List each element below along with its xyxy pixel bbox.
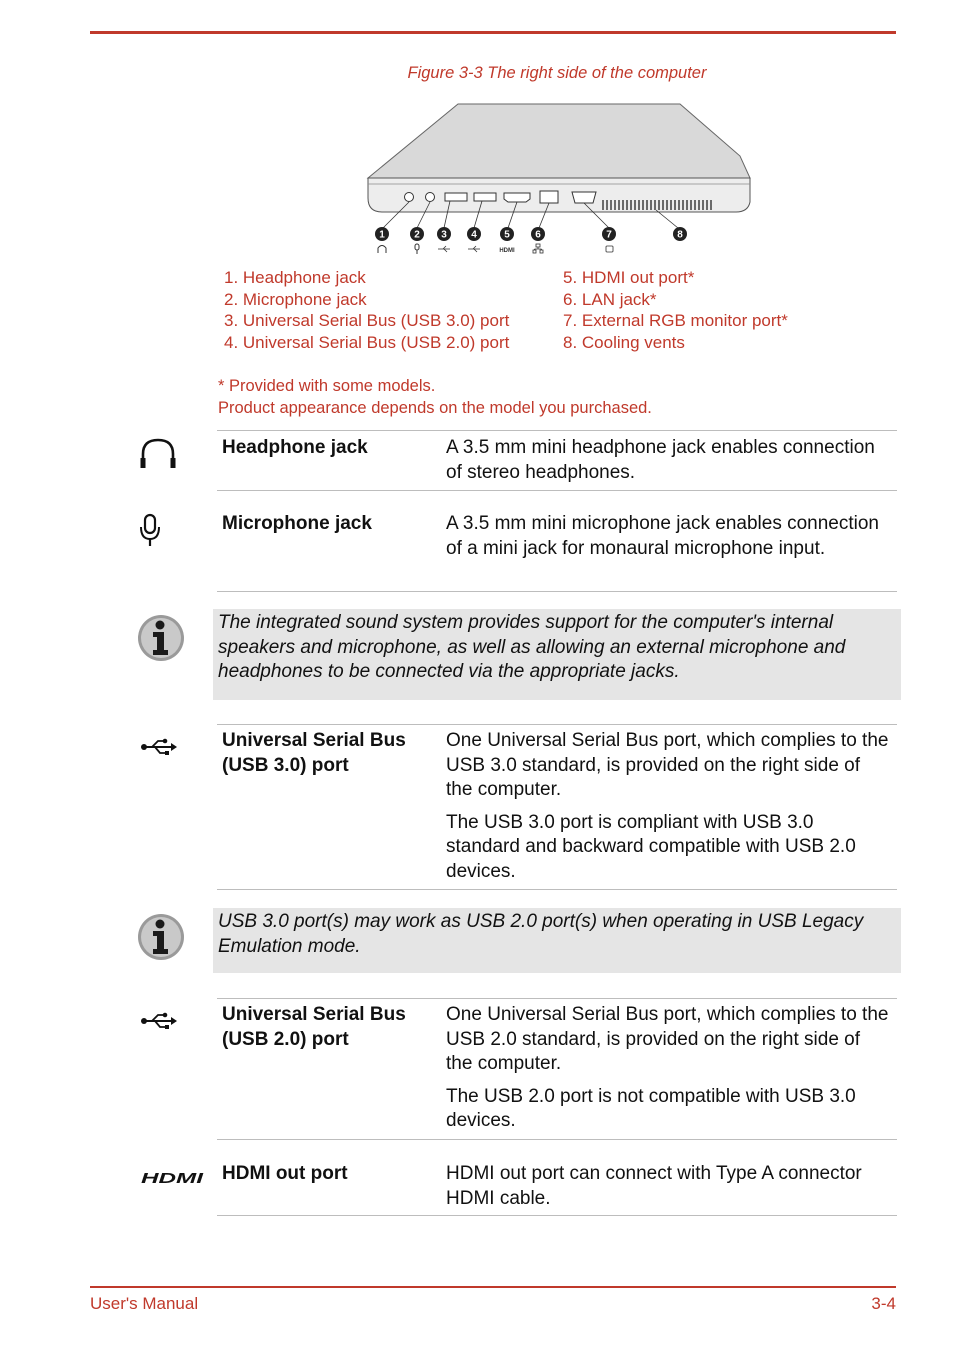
hdmi-icon: HDMI (499, 248, 515, 254)
svg-text:2: 2 (414, 229, 420, 241)
footer-manual-title: User's Manual (90, 1294, 199, 1313)
note-usb-legacy (213, 908, 901, 973)
usb-icon (468, 246, 480, 252)
usb-icon (140, 737, 178, 757)
footer-page-number: 3-4 (871, 1294, 896, 1313)
callout-1 (375, 227, 389, 241)
monitor-icon (606, 246, 613, 252)
desc-text: The USB 3.0 port is compliant with USB 3.0 standard and backward compatible with USB 2.0 devices. (446, 811, 856, 882)
term-hdmi-out-port: HDMI out port (222, 1163, 348, 1184)
desc-text: The USB 2.0 port is not compatible with USB 3.0 devices. (446, 1085, 856, 1131)
footer-rule (90, 1286, 896, 1288)
footnote-line: Product appearance depends on the model you purchased. (218, 398, 652, 417)
callout-6 (531, 227, 545, 241)
lan-icon (533, 244, 543, 253)
row-divider (217, 490, 897, 491)
svg-text:3: 3 (441, 229, 447, 241)
svg-text:5: 5 (504, 229, 510, 241)
legend-left (224, 267, 509, 354)
desc-microphone-jack (446, 512, 891, 569)
term-usb2-port (222, 1003, 406, 1052)
row-divider (217, 724, 897, 725)
footnote-line: * Provided with some models. (218, 377, 436, 395)
term-microphone-jack: Microphone jack (222, 513, 372, 534)
term-line: (USB 2.0) port (222, 1028, 349, 1050)
desc-usb3-port (446, 729, 891, 892)
legend-item: 7. External RGB monitor port* (563, 311, 788, 331)
row-divider (217, 998, 897, 999)
svg-text:4: 4 (471, 229, 477, 241)
figure-caption: Figure 3-3 The right side of the computer (407, 64, 707, 82)
headphone-icon (138, 436, 178, 472)
row-divider (217, 1139, 897, 1140)
desc-text: A 3.5 mm mini microphone jack enables connection of a mini jack for monaural microphone input. (446, 513, 880, 559)
row-divider (217, 591, 897, 592)
legend-item: 4. Universal Serial Bus (USB 2.0) port (224, 333, 510, 353)
svg-text:8: 8 (677, 229, 683, 241)
info-icon (136, 613, 186, 663)
headphone-icon (378, 246, 386, 254)
term-line: Universal Serial Bus (222, 1004, 406, 1025)
legend-right (563, 267, 788, 354)
laptop-right-side-illustration (360, 98, 760, 258)
svg-text:6: 6 (535, 229, 541, 241)
figure-footnote (218, 376, 652, 419)
header-rule (90, 31, 896, 34)
desc-hdmi-out-port (446, 1162, 891, 1219)
legend-item: 8. Cooling vents (563, 333, 685, 353)
term-line: Universal Serial Bus (222, 730, 406, 751)
svg-text:HDMI: HDMI (141, 1170, 204, 1187)
hdmi-icon (140, 1169, 204, 1187)
legend-item: 2. Microphone jack (224, 289, 367, 309)
desc-text: HDMI out port can connect with Type A connector HDMI cable. (446, 1163, 862, 1209)
note-text: USB 3.0 port(s) may work as USB 2.0 port(s) when operating in USB Legacy Emulation mode. (218, 911, 864, 957)
callout-4 (467, 227, 481, 241)
usb-icon (140, 1011, 178, 1031)
legend-item: 3. Universal Serial Bus (USB 3.0) port (224, 311, 510, 331)
callout-5 (500, 227, 514, 241)
desc-text: A 3.5 mm mini headphone jack enables connection of stereo headphones. (446, 437, 875, 483)
microphone-icon (415, 244, 419, 254)
callout-2 (410, 227, 424, 241)
svg-text:7: 7 (606, 229, 612, 241)
note-sound-system (213, 609, 901, 700)
note-text: The integrated sound system provides support for the computer's internal speakers and microphone, as well as allowing an external microphone and headphones to be connected via the appropriate jacks. (218, 612, 846, 682)
row-divider (217, 1215, 897, 1216)
legend-item: 6. LAN jack* (563, 289, 657, 309)
callout-7 (602, 227, 616, 241)
usb-icon (438, 246, 450, 252)
row-divider (217, 889, 897, 890)
desc-usb2-port (446, 1003, 891, 1142)
row-divider (217, 430, 897, 431)
microphone-icon (138, 512, 162, 548)
svg-text:1: 1 (379, 229, 385, 241)
term-usb3-port (222, 729, 406, 778)
callout-8 (673, 227, 687, 241)
legend-item: 1. Headphone jack (224, 268, 366, 287)
term-headphone-jack: Headphone jack (222, 437, 368, 458)
info-icon (136, 912, 186, 962)
callout-3 (437, 227, 451, 241)
legend-item: 5. HDMI out port* (563, 268, 695, 287)
desc-headphone-jack (446, 436, 891, 493)
desc-text: One Universal Serial Bus port, which complies to the USB 3.0 standard, is provided on the right side of the computer. (446, 730, 889, 800)
desc-text: One Universal Serial Bus port, which complies to the USB 2.0 standard, is provided on the right side of the computer. (446, 1004, 889, 1074)
term-line: (USB 3.0) port (222, 754, 349, 776)
